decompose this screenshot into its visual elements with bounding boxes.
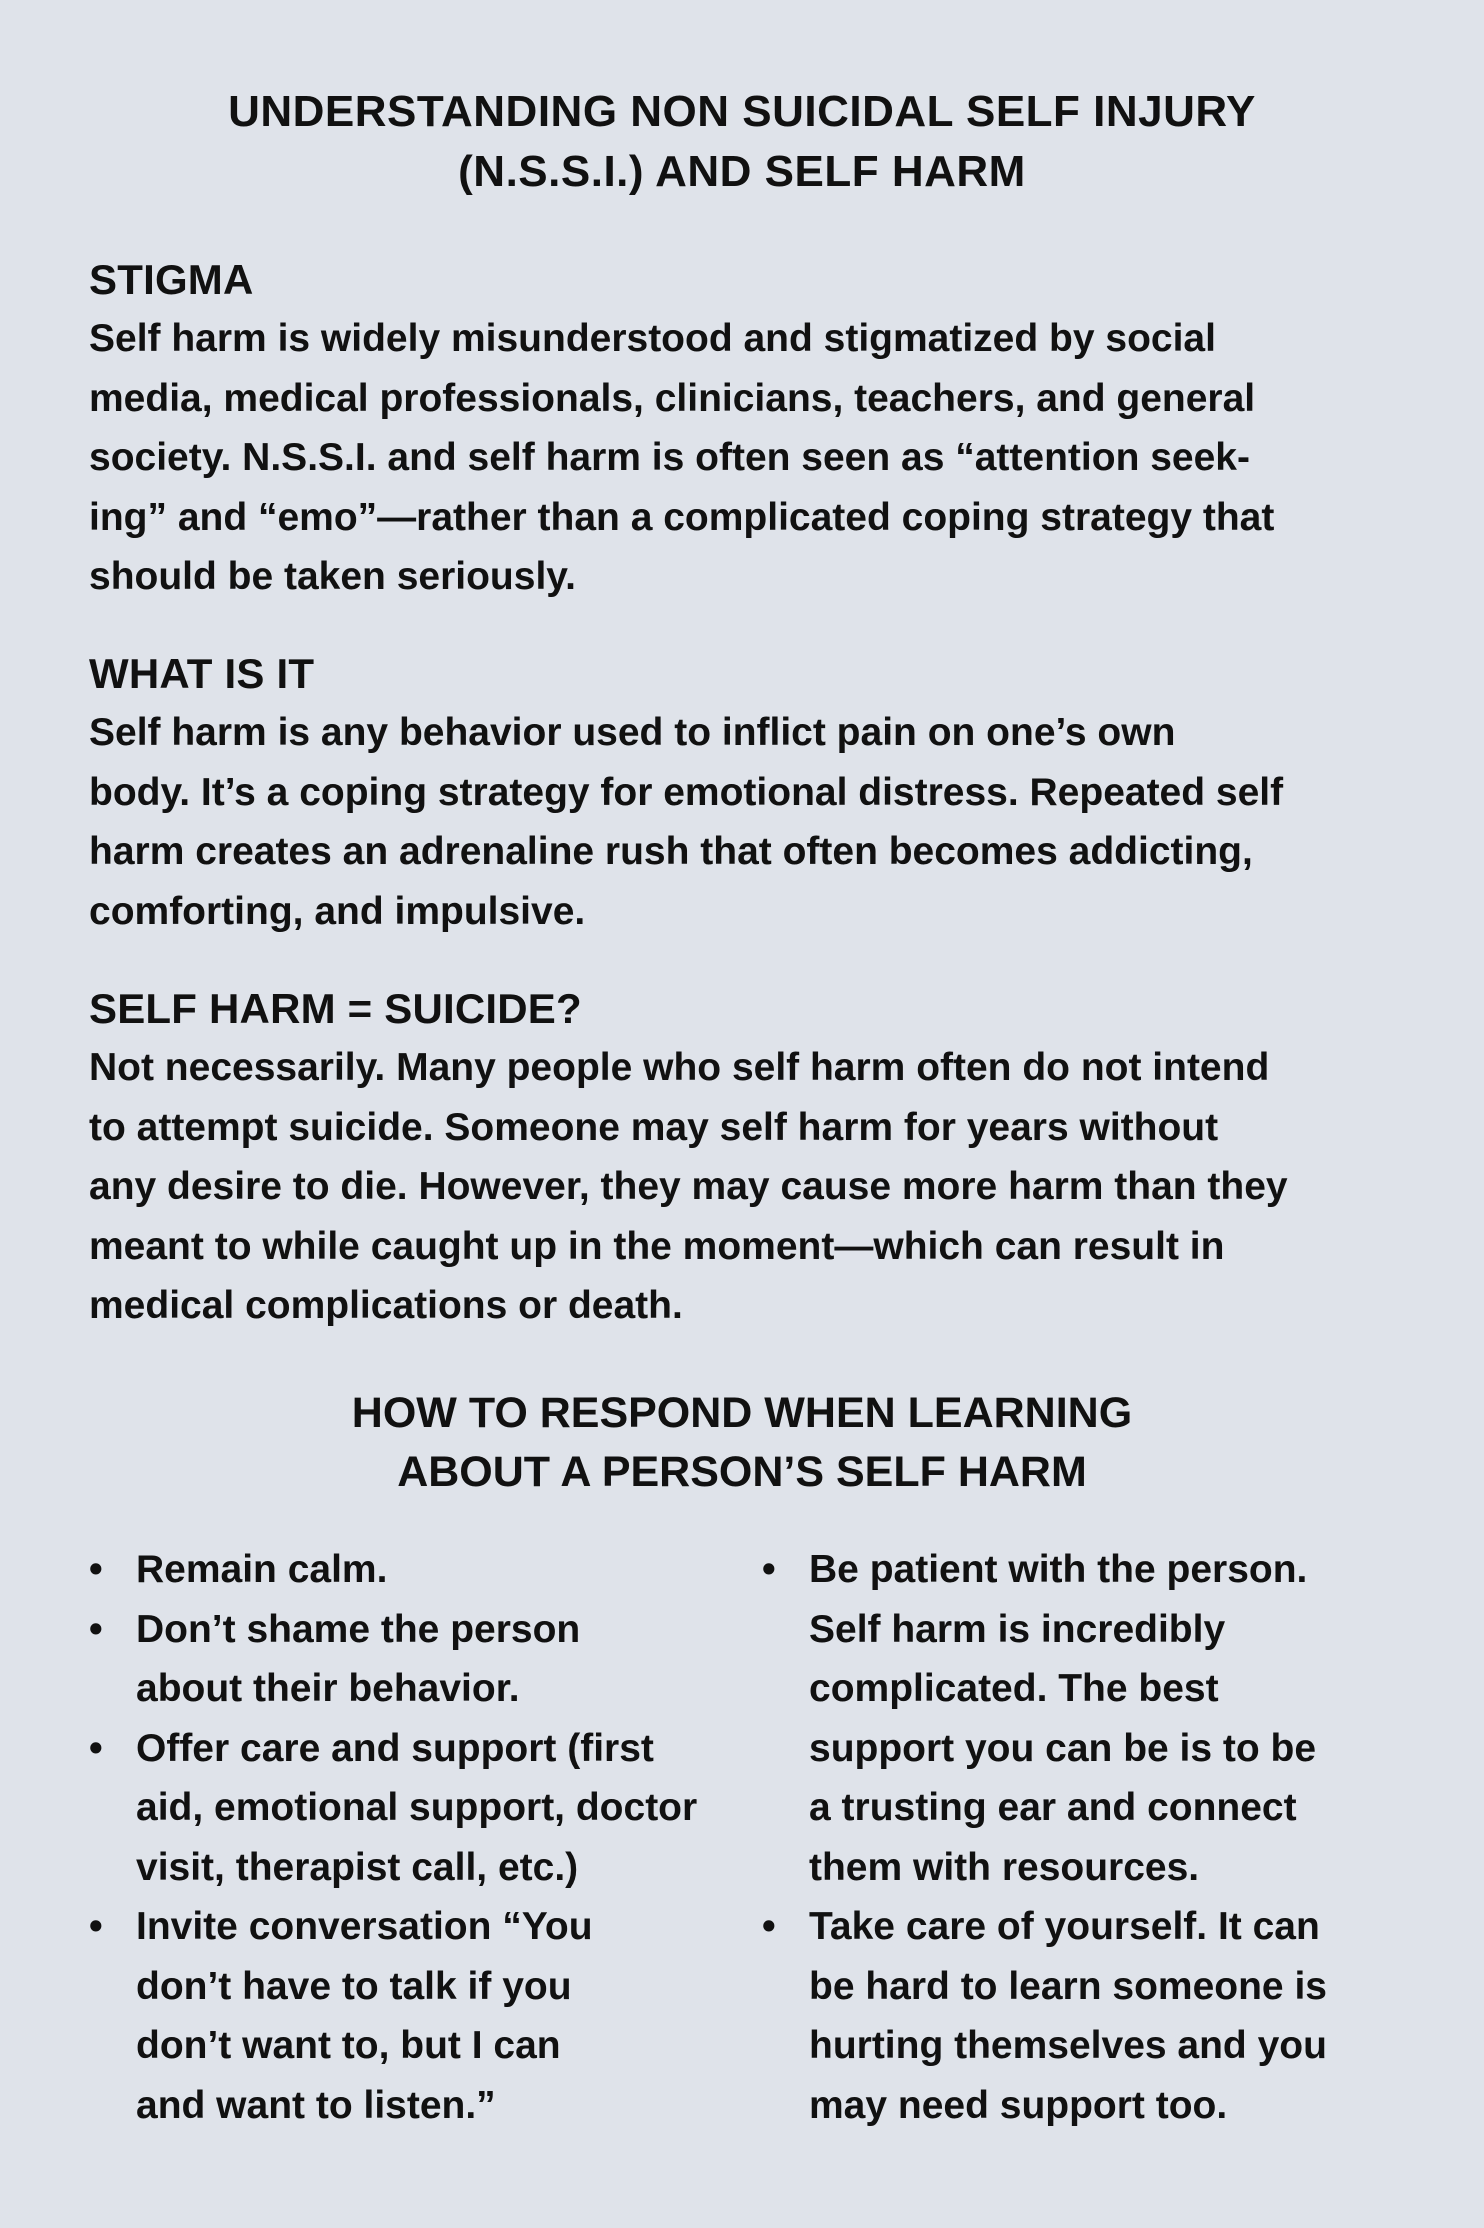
body-line: medical complications or death. bbox=[89, 1284, 683, 1327]
section-heading: WHAT IS IT bbox=[89, 650, 315, 697]
respond-title-line: ABOUT A PERSON’S SELF HARM bbox=[397, 1448, 1087, 1496]
body-line: should be taken seriously. bbox=[89, 555, 576, 598]
list-item bbox=[762, 1897, 1402, 2135]
section-body bbox=[89, 703, 1409, 941]
list-item-line: visit, therapist call, etc.) bbox=[136, 1845, 579, 1889]
bullet-icon: • bbox=[89, 1905, 103, 1948]
bullet-list-right bbox=[762, 1540, 1402, 2135]
body-line: ing” and “emo”—rather than a complicated coping strategy that bbox=[89, 495, 1275, 539]
body-line: meant to while caught up in the moment—which can result in bbox=[89, 1224, 1225, 1268]
body-line: to attempt suicide. Someone may self harm for years without bbox=[89, 1105, 1219, 1149]
section-self-harm-suicide bbox=[89, 980, 1409, 1336]
bullet-icon: • bbox=[89, 1548, 103, 1591]
bullet-icon: • bbox=[89, 1726, 103, 1770]
list-item-line: Invite conversation “You bbox=[136, 1905, 593, 1948]
section-stigma bbox=[89, 251, 1409, 607]
list-item-line: Self harm is incredibly bbox=[809, 1607, 1226, 1651]
respond-title bbox=[0, 1384, 1484, 1502]
list-item-line: may need support too. bbox=[809, 2083, 1228, 2127]
list-item-line: complicated. The best bbox=[809, 1667, 1219, 1710]
body-line: Not necessarily. Many people who self harm often do not intend bbox=[89, 1046, 1270, 1089]
body-line: body. It’s a coping strategy for emotional distress. Repeated self bbox=[89, 770, 1284, 814]
body-line: Self harm is any behavior used to inflict pain on one’s own bbox=[89, 711, 1176, 754]
body-line: harm creates an adrenaline rush that often becomes addicting, bbox=[89, 830, 1253, 873]
body-line: Self harm is widely misunderstood and stigmatized by social bbox=[89, 317, 1216, 360]
main-title-line: UNDERSTANDING NON SUICIDAL SELF INJURY bbox=[228, 87, 1256, 136]
section-body bbox=[89, 1038, 1409, 1336]
main-title-line: (N.S.S.I.) AND SELF HARM bbox=[458, 147, 1026, 196]
bullet-icon: • bbox=[89, 1607, 103, 1651]
list-item-line: a trusting ear and connect bbox=[809, 1786, 1297, 1829]
body-line: any desire to die. However, they may cause more harm than they bbox=[89, 1165, 1288, 1208]
section-what-is-it bbox=[89, 645, 1409, 941]
list-item bbox=[762, 1540, 1402, 1897]
list-item bbox=[89, 1600, 749, 1719]
list-item-line: Take care of yourself. It can bbox=[809, 1905, 1320, 1948]
list-item-line: Be patient with the person. bbox=[809, 1548, 1308, 1591]
section-heading: STIGMA bbox=[89, 256, 254, 303]
bullet-icon: • bbox=[762, 1548, 776, 1591]
body-line: media, medical professionals, clinicians, teachers, and general bbox=[89, 376, 1256, 420]
list-item bbox=[89, 1719, 749, 1898]
list-item-line: and want to listen.” bbox=[136, 2083, 496, 2127]
list-item-line: be hard to learn someone is bbox=[809, 1964, 1327, 2008]
list-item bbox=[89, 1897, 749, 2135]
list-item-line: support you can be is to be bbox=[809, 1726, 1317, 1770]
list-item-line: don’t want to, but I can bbox=[136, 2024, 561, 2067]
bullet-icon: • bbox=[762, 1905, 776, 1948]
list-item-line: aid, emotional support, doctor bbox=[136, 1786, 698, 1829]
section-body bbox=[89, 309, 1409, 607]
list-item-line: them with resources. bbox=[809, 1845, 1200, 1889]
body-line: comforting, and impulsive. bbox=[89, 889, 586, 933]
list-item-line: Remain calm. bbox=[136, 1548, 388, 1591]
list-item-line: hurting themselves and you bbox=[809, 2024, 1327, 2067]
main-title bbox=[0, 82, 1484, 202]
list-item-line: about their behavior. bbox=[136, 1667, 520, 1710]
list-item bbox=[89, 1540, 749, 1600]
list-item-line: Offer care and support (first bbox=[136, 1726, 654, 1770]
list-item-line: don’t have to talk if you bbox=[136, 1964, 572, 2008]
bullet-list-left bbox=[89, 1540, 749, 2135]
body-line: society. N.S.S.I. and self harm is often seen as “attention seek- bbox=[89, 436, 1250, 479]
respond-title-line: HOW TO RESPOND WHEN LEARNING bbox=[351, 1389, 1133, 1437]
section-heading: SELF HARM = SUICIDE? bbox=[89, 985, 582, 1032]
list-item-line: Don’t shame the person bbox=[136, 1607, 581, 1651]
